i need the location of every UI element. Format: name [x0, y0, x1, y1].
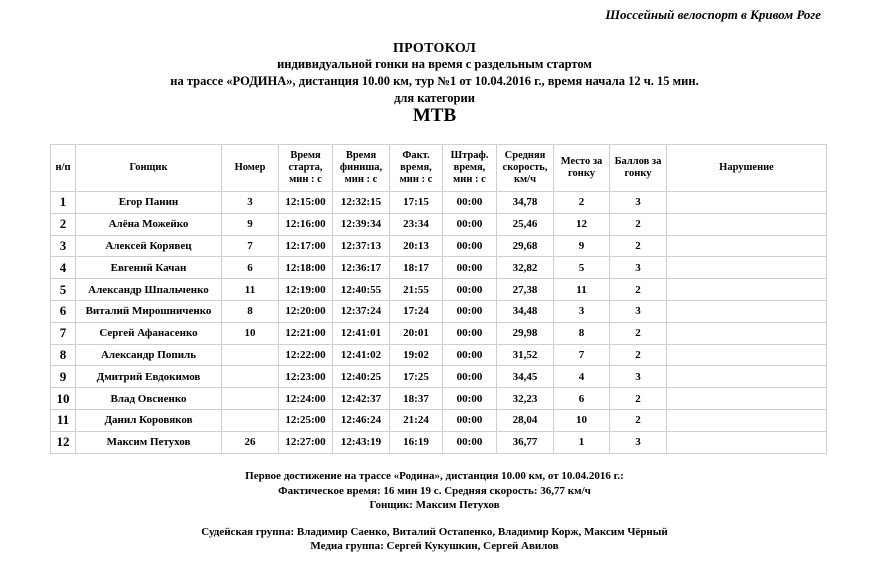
cell-avg-speed: 31,52: [497, 344, 554, 366]
cell-racer-number: [222, 366, 279, 388]
cell-index: 3: [51, 235, 76, 257]
cell-racer-number: 9: [222, 213, 279, 235]
cell-finish-time: 12:41:01: [333, 322, 390, 344]
cell-actual-time: 19:02: [390, 344, 443, 366]
record-title: Первое достижение на трассе «Родина», дистанция 10.00 км, от 10.04.2016 г.:: [245, 470, 624, 482]
cell-finish-time: 12:40:25: [333, 366, 390, 388]
cell-racer-number: 3: [222, 192, 279, 214]
cell-index: 7: [51, 322, 76, 344]
cell-place: 10: [554, 409, 610, 431]
cell-actual-time: 20:01: [390, 322, 443, 344]
table-row: [51, 213, 827, 235]
cell-avg-speed: 29,98: [497, 322, 554, 344]
cell-index: 6: [51, 300, 76, 322]
cell-place: 4: [554, 366, 610, 388]
cell-start-time: 12:23:00: [279, 366, 333, 388]
race-details: на трассе «РОДИНА», дистанция 10.00 км, тур №1 от 10.04.2016 г., время начала 12 ч. 15 мин.: [170, 74, 699, 88]
cell-finish-time: 12:46:24: [333, 409, 390, 431]
cell-violation: [667, 388, 827, 410]
cell-avg-speed: 36,77: [497, 431, 554, 453]
cell-violation: [667, 279, 827, 301]
cell-points: 2: [610, 409, 667, 431]
cell-finish-time: 12:32:15: [333, 192, 390, 214]
cell-place: 5: [554, 257, 610, 279]
cell-penalty-time: 00:00: [443, 431, 497, 453]
col-header-avg-speed: Средняя скорость, км/ч: [497, 145, 554, 192]
cell-racer-number: [222, 344, 279, 366]
cell-violation: [667, 192, 827, 214]
cell-finish-time: 12:39:34: [333, 213, 390, 235]
cell-avg-speed: 34,45: [497, 366, 554, 388]
cell-place: 3: [554, 300, 610, 322]
cell-finish-time: 12:36:17: [333, 257, 390, 279]
col-header-place: Место за гонку: [554, 145, 610, 192]
cell-racer-name: Максим Петухов: [76, 431, 222, 453]
record-racer: Гонщик: Максим Петухов: [369, 499, 500, 511]
cell-start-time: 12:21:00: [279, 322, 333, 344]
cell-racer-name: Алексей Корявец: [76, 235, 222, 257]
cell-racer-name: Евгений Качан: [76, 257, 222, 279]
table-row: [51, 431, 827, 453]
cell-index: 11: [51, 409, 76, 431]
cell-avg-speed: 32,23: [497, 388, 554, 410]
cell-finish-time: 12:42:37: [333, 388, 390, 410]
cell-racer-name: Александр Попиль: [76, 344, 222, 366]
cell-place: 8: [554, 322, 610, 344]
cell-avg-speed: 34,48: [497, 300, 554, 322]
cell-violation: [667, 409, 827, 431]
category-name: МТВ: [412, 105, 457, 126]
cell-racer-number: 7: [222, 235, 279, 257]
cell-avg-speed: 34,78: [497, 192, 554, 214]
cell-place: 11: [554, 279, 610, 301]
col-header-finish-time: Время финиша, мин : с: [333, 145, 390, 192]
cell-penalty-time: 00:00: [443, 409, 497, 431]
col-header-racer: Гонщик: [76, 145, 222, 192]
cell-racer-name: Виталий Мирошниченко: [76, 300, 222, 322]
cell-racer-name: Александр Шпальченко: [76, 279, 222, 301]
cell-penalty-time: 00:00: [443, 213, 497, 235]
cell-violation: [667, 213, 827, 235]
cell-place: 7: [554, 344, 610, 366]
col-header-points: Баллов за гонку: [610, 145, 667, 192]
cell-points: 2: [610, 322, 667, 344]
cell-racer-number: 26: [222, 431, 279, 453]
cell-place: 12: [554, 213, 610, 235]
results-body: [51, 192, 827, 454]
cell-violation: [667, 344, 827, 366]
table-header-row: [51, 145, 827, 192]
col-header-penalty-time: Штраф. время, мин : с: [443, 145, 497, 192]
cell-racer-number: 10: [222, 322, 279, 344]
cell-index: 2: [51, 213, 76, 235]
cell-points: 3: [610, 257, 667, 279]
category-caption: для категории: [394, 91, 475, 105]
cell-start-time: 12:22:00: [279, 344, 333, 366]
cell-penalty-time: 00:00: [443, 366, 497, 388]
cell-index: 1: [51, 192, 76, 214]
col-header-violation: Нарушение: [667, 145, 827, 192]
cell-avg-speed: 25,46: [497, 213, 554, 235]
table-row: [51, 257, 827, 279]
table-row: [51, 192, 827, 214]
cell-penalty-time: 00:00: [443, 235, 497, 257]
table-row: [51, 235, 827, 257]
cell-actual-time: 18:17: [390, 257, 443, 279]
cell-points: 2: [610, 235, 667, 257]
cell-place: 9: [554, 235, 610, 257]
cell-index: 4: [51, 257, 76, 279]
cell-points: 2: [610, 344, 667, 366]
cell-penalty-time: 00:00: [443, 322, 497, 344]
col-header-number: Номер: [222, 145, 279, 192]
cell-racer-number: 11: [222, 279, 279, 301]
cell-avg-speed: 29,68: [497, 235, 554, 257]
cell-racer-name: Сергей Афанасенко: [76, 322, 222, 344]
table-row: [51, 344, 827, 366]
cell-penalty-time: 00:00: [443, 279, 497, 301]
cell-finish-time: 12:43:19: [333, 431, 390, 453]
cell-index: 8: [51, 344, 76, 366]
results-table: [50, 144, 827, 454]
cell-start-time: 12:17:00: [279, 235, 333, 257]
cell-avg-speed: 28,04: [497, 409, 554, 431]
cell-racer-number: [222, 409, 279, 431]
cell-start-time: 12:24:00: [279, 388, 333, 410]
organization-name: Шоссейный велоспорт в Кривом Роге: [605, 7, 821, 22]
cell-racer-name: Дмитрий Евдокимов: [76, 366, 222, 388]
judges-group: Судейская группа: Владимир Саенко, Виталий Остапенко, Владимир Корж, Максим Чёрный: [201, 526, 668, 538]
media-group: Медиа группа: Сергей Кукушкин, Сергей Авилов: [310, 540, 559, 552]
col-header-index: н/п: [51, 145, 76, 192]
cell-start-time: 12:18:00: [279, 257, 333, 279]
cell-actual-time: 17:24: [390, 300, 443, 322]
cell-place: 2: [554, 192, 610, 214]
cell-racer-number: 6: [222, 257, 279, 279]
cell-penalty-time: 00:00: [443, 344, 497, 366]
cell-start-time: 12:16:00: [279, 213, 333, 235]
cell-place: 1: [554, 431, 610, 453]
table-row: [51, 409, 827, 431]
record-time-speed: Фактическое время: 16 мин 19 с. Средняя скорость: 36,77 км/ч: [278, 485, 591, 497]
cell-start-time: 12:25:00: [279, 409, 333, 431]
cell-violation: [667, 431, 827, 453]
cell-violation: [667, 257, 827, 279]
cell-penalty-time: 00:00: [443, 388, 497, 410]
cell-violation: [667, 366, 827, 388]
cell-actual-time: 21:24: [390, 409, 443, 431]
cell-racer-number: [222, 388, 279, 410]
cell-points: 2: [610, 213, 667, 235]
cell-racer-number: 8: [222, 300, 279, 322]
cell-racer-name: Егор Панин: [76, 192, 222, 214]
cell-penalty-time: 00:00: [443, 192, 497, 214]
cell-violation: [667, 300, 827, 322]
cell-points: 3: [610, 192, 667, 214]
cell-points: 2: [610, 388, 667, 410]
cell-actual-time: 17:15: [390, 192, 443, 214]
cell-start-time: 12:20:00: [279, 300, 333, 322]
cell-index: 9: [51, 366, 76, 388]
cell-racer-name: Влад Овсиенко: [76, 388, 222, 410]
race-type: индивидуальной гонки на время с раздельным стартом: [277, 57, 592, 71]
protocol-title: ПРОТОКОЛ: [392, 41, 477, 56]
cell-finish-time: 12:37:13: [333, 235, 390, 257]
cell-avg-speed: 27,38: [497, 279, 554, 301]
cell-actual-time: 17:25: [390, 366, 443, 388]
table-row: [51, 279, 827, 301]
cell-start-time: 12:15:00: [279, 192, 333, 214]
col-header-actual-time: Факт. время, мин : с: [390, 145, 443, 192]
cell-actual-time: 23:34: [390, 213, 443, 235]
col-header-start-time: Время старта, мин : с: [279, 145, 333, 192]
cell-racer-name: Данил Коровяков: [76, 409, 222, 431]
table-row: [51, 322, 827, 344]
cell-start-time: 12:27:00: [279, 431, 333, 453]
table-row: [51, 366, 827, 388]
cell-racer-name: Алёна Можейко: [76, 213, 222, 235]
cell-index: 10: [51, 388, 76, 410]
cell-actual-time: 21:55: [390, 279, 443, 301]
cell-finish-time: 12:40:55: [333, 279, 390, 301]
cell-points: 3: [610, 366, 667, 388]
cell-actual-time: 16:19: [390, 431, 443, 453]
table-row: [51, 388, 827, 410]
cell-finish-time: 12:41:02: [333, 344, 390, 366]
cell-points: 3: [610, 431, 667, 453]
cell-points: 2: [610, 279, 667, 301]
cell-index: 12: [51, 431, 76, 453]
cell-actual-time: 18:37: [390, 388, 443, 410]
cell-place: 6: [554, 388, 610, 410]
cell-avg-speed: 32,82: [497, 257, 554, 279]
cell-actual-time: 20:13: [390, 235, 443, 257]
cell-penalty-time: 00:00: [443, 300, 497, 322]
cell-violation: [667, 322, 827, 344]
cell-finish-time: 12:37:24: [333, 300, 390, 322]
cell-points: 3: [610, 300, 667, 322]
cell-index: 5: [51, 279, 76, 301]
cell-penalty-time: 00:00: [443, 257, 497, 279]
cell-violation: [667, 235, 827, 257]
cell-start-time: 12:19:00: [279, 279, 333, 301]
table-row: [51, 300, 827, 322]
